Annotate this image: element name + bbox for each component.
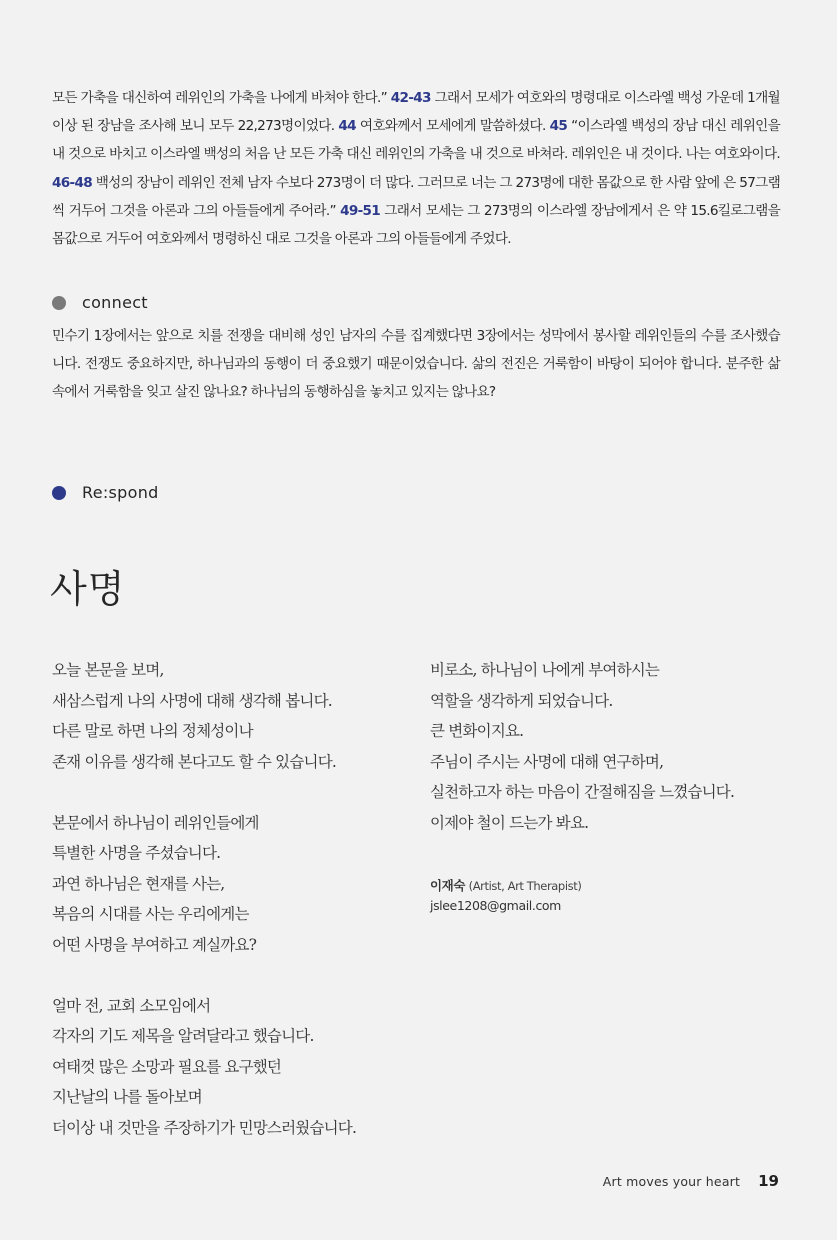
- scripture-part: 모든 가축을 대신하여 레위인의 가축을 나에게 바쳐야 한다.”: [52, 90, 387, 106]
- poem-line: 본문에서 하나님이 레위인들에게: [52, 813, 259, 832]
- poem-line: 각자의 기도 제목을 알려달라고 했습니다.: [52, 1027, 314, 1045]
- respond-heading: [52, 483, 159, 502]
- connect-heading: [52, 293, 148, 312]
- poem-line: 큰 변화이지요.: [430, 722, 524, 740]
- connect-text: 민수기 1장에서는 앞으로 치를 전쟁을 대비해 성인 남자의 수를 집계했다면 3장에서는 성막에서 봉사할 레위인들의 수를 조사했습니다. 전쟁도 중요하지만, 하나님과의 동행이 더 중요했기 때문이었습니다. 삶의 전진은 거룩함이 바탕이 되어야 합니다. 분주한 삶 속에서 거룩함을 잊고 살진 않나요? 하나님의 동행하심을 놓치고 있지는 않나요?: [52, 328, 780, 401]
- poem-stanza: [52, 655, 412, 777]
- poem-line: 비로소, 하나님이 나에게 부여하시는: [430, 661, 660, 679]
- poem-line: 지난날의 나를 돌아보며: [52, 1088, 202, 1106]
- author-line: [430, 876, 581, 896]
- page-footer: [603, 1172, 779, 1190]
- footer-tagline: Art moves your heart: [602, 1174, 741, 1189]
- poem-line: 새삼스럽게 나의 사명에 대해 생각해 봅니다.: [52, 691, 332, 710]
- poem-line: 오늘 본문을 보며,: [52, 661, 164, 679]
- poem-stanza: [430, 655, 790, 838]
- poem-line: 다른 말로 하면 나의 정체성이나: [52, 722, 253, 740]
- author-block: [430, 876, 581, 916]
- verse-ref: 45: [549, 118, 568, 135]
- poem-line: 얼마 전, 교회 소모임에서: [52, 996, 211, 1015]
- scripture-text: [52, 84, 780, 253]
- poem-left-column: [52, 655, 412, 1174]
- poem-line: 복음의 시대를 사는 우리에게는: [52, 905, 249, 923]
- scripture-part: 그래서 모세는 그 273명의 이스라엘 장남에게서 은 약 15.6킬로그램을 몸값으로 거두어 여호와께서 명령하신 대로 그것을 아론과 그의 아들들에게 주었다.: [52, 202, 781, 248]
- poem-line: 과연 하나님은 현재를 사는,: [52, 874, 225, 893]
- poem-stanza: [52, 808, 412, 961]
- poem-line: 어떤 사명을 부여하고 계실까요?: [52, 935, 257, 954]
- poem-title: 사명: [50, 567, 126, 611]
- poem-line: 여태껏 많은 소망과 필요를 요구했던: [52, 1057, 282, 1076]
- poem-line: 이제야 철이 드는가 봐요.: [430, 813, 589, 832]
- poem-line: 주님이 주시는 사명에 대해 연구하며,: [430, 752, 664, 771]
- author-name: 이재숙: [430, 878, 466, 893]
- verse-ref: 42-43: [390, 90, 431, 106]
- bullet-dot-icon: [52, 296, 66, 310]
- scripture-part: 여호와께서 모세에게 말씀하셨다.: [359, 118, 546, 135]
- verse-ref: 49-51: [340, 202, 381, 219]
- poem-right-column: [430, 655, 790, 869]
- respond-heading-label: Re:spond: [82, 483, 159, 502]
- connect-heading-label: connect: [82, 293, 148, 312]
- poem-stanza: [52, 991, 412, 1144]
- page-number: 19: [758, 1172, 779, 1190]
- verse-ref: 44: [338, 118, 356, 135]
- verse-ref: 46-48: [52, 174, 92, 191]
- poem-line: 역할을 생각하게 되었습니다.: [430, 691, 613, 710]
- author-role: (Artist, Art Therapist): [468, 879, 582, 893]
- scripture-part: “이스라엘 백성의 장남 대신 레위인을 내 것으로 바치고 이스라엘 백성의 처음 난 모든 가축 대신 레위인의 가축을 내 것으로 바쳐라. 레위인은 내 것이다. 나는 여호와이다.: [52, 118, 781, 163]
- poem-line: 더이상 내 것만을 주장하기가 민망스러웠습니다.: [52, 1118, 357, 1137]
- poem-line: 실천하고자 하는 마음이 간절해짐을 느꼈습니다.: [430, 783, 735, 801]
- bullet-dot-icon: [52, 486, 66, 500]
- poem-line: 특별한 사명을 주셨습니다.: [52, 844, 221, 862]
- scripture-part: 그래서 모세가 여호와의 명령대로 이스라엘 백성 가운데 1개월 이상 된 장남을 조사해 보니 모두 22,273명이었다.: [52, 90, 780, 135]
- scripture-part: 백성의 장남이 레위인 전체 남자 수보다 273명이 더 많다. 그러므로 너는 그 273명에 대한 몸값으로 한 사람 앞에 은 57그램씩 거두어 그것을 아론과 그의 아들들에게 주어라.”: [52, 174, 781, 219]
- author-email: jslee1208@gmail.com: [430, 898, 561, 913]
- poem-line: 존재 이유를 생각해 본다고도 할 수 있습니다.: [52, 752, 337, 771]
